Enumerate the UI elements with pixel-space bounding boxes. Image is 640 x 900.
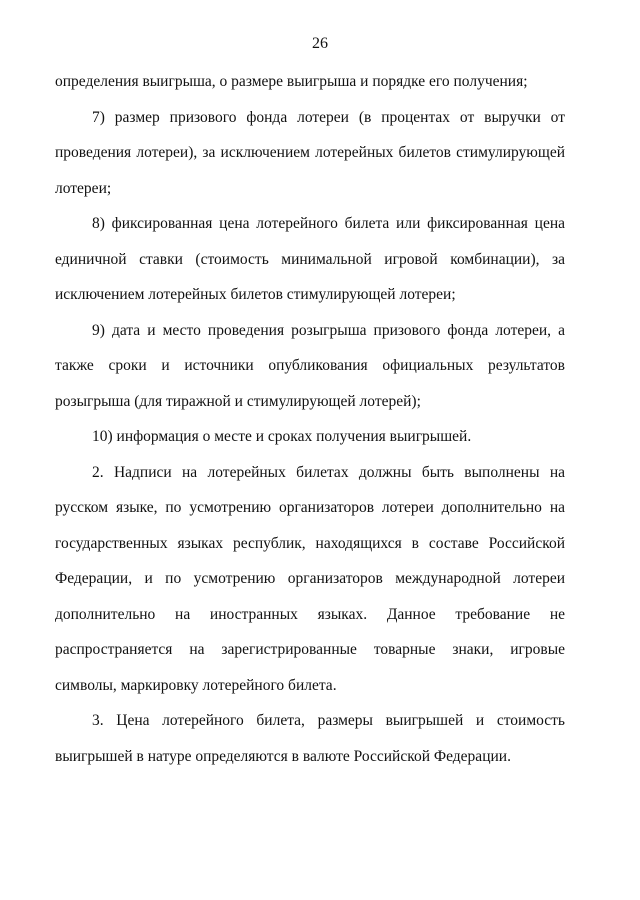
document-body bbox=[55, 64, 565, 774]
list-item-8: 8) фиксированная цена лотерейного билета или фиксированная цена единичной ставки (стоимость минимальной игровой комбинации), за исключением лотерейных билетов стимулирующей лотереи; bbox=[55, 215, 565, 303]
clause-3: 3. Цена лотерейного билета, размеры выигрышей и стоимость выигрышей в натуре определяются в валюте Российской Федерации. bbox=[55, 712, 565, 765]
list-item-10: 10) информация о месте и сроках получения выигрышей. bbox=[92, 428, 472, 445]
clause-2: 2. Надписи на лотерейных билетах должны быть выполнены на русском языке, по усмотрению организаторов лотереи дополнительно на государственных языках республик, находящихся в составе Российской Федерации, и по усмотрению организаторов международной лотереи дополнительно на иностранных языках. Данное требование не распространяется на зарегистрированные товарные знаки, игровые символы, маркировку лотерейного билета. bbox=[55, 463, 565, 694]
list-item-9: 9) дата и место проведения розыгрыша призового фонда лотереи, а также сроки и источники опубликования официальных результатов розыгрыша (для тиражной и стимулирующей лотерей); bbox=[55, 321, 565, 410]
page-number: 26 bbox=[312, 35, 328, 52]
list-item-7: 7) размер призового фонда лотереи (в процентах от выручки от проведения лотереи), за исключением лотерейных билетов стимулирующей лотереи; bbox=[55, 108, 565, 197]
paragraph-continuation: определения выигрыша, о размере выигрыша и порядке его получения; bbox=[55, 73, 528, 90]
